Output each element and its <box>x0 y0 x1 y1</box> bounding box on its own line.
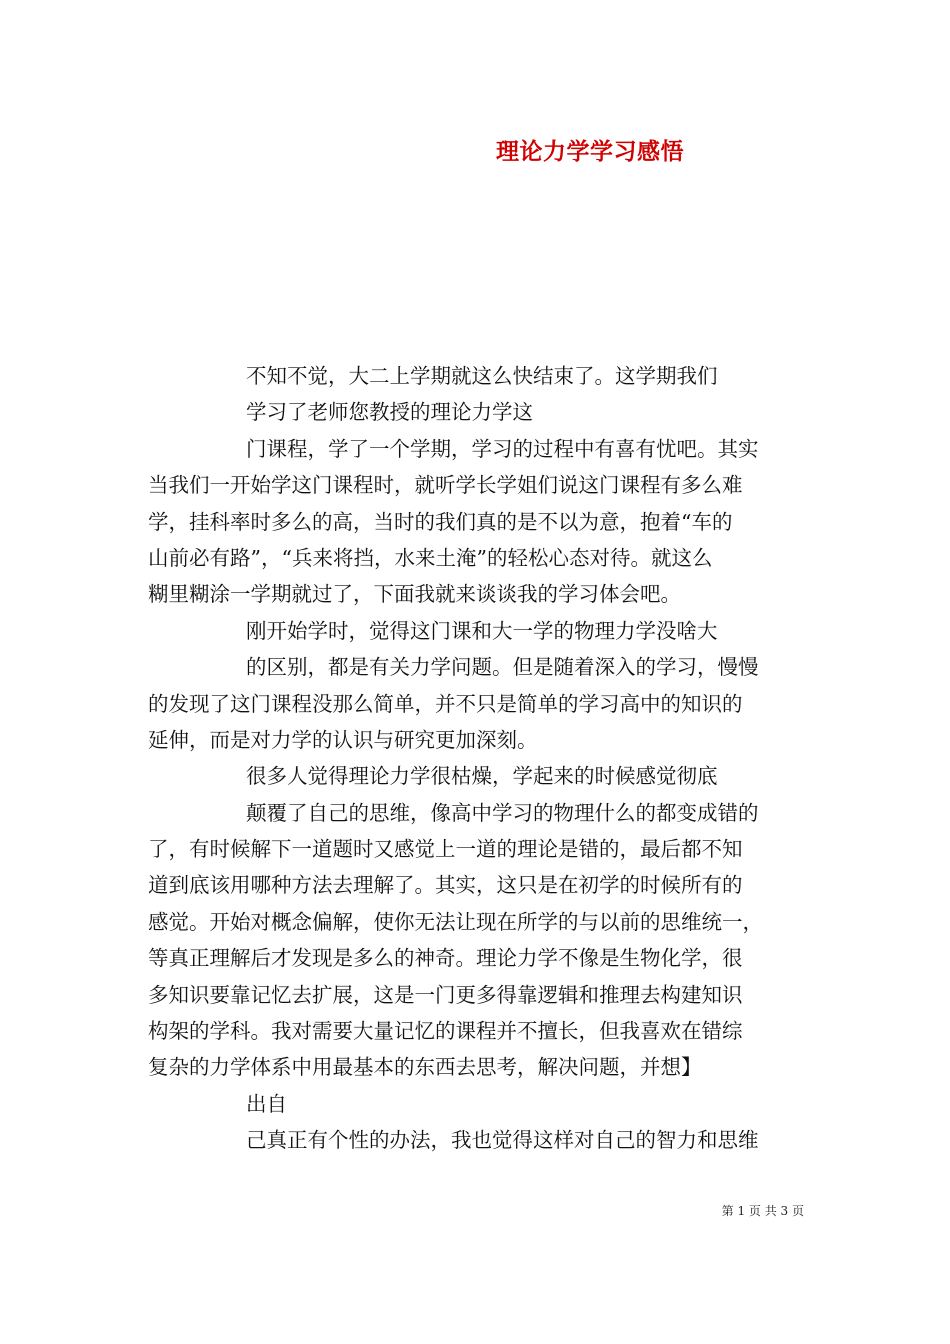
body-line: 门课程，学了一个学期，学习的过程中有喜有忧吧。其实 <box>246 436 759 461</box>
body-line: 了，有时候解下一道题时又感觉上一道的理论是错的，最后都不知 <box>148 837 743 862</box>
body-line: 很多人觉得理论力学很枯燥，学起来的时候感觉彻底 <box>246 764 718 789</box>
body-line: 出自 <box>246 1091 287 1116</box>
body-line: 不知不觉，大二上学期就这么快结束了。这学期我们 <box>246 364 718 388</box>
body-line: 糊里糊涂一学期就过了，下面我就来谈谈我的学习体会吧。 <box>148 582 681 607</box>
body-line: 当我们一开始学这门课程时，就听学长学姐们说这门课程有多么难 <box>148 473 743 498</box>
document-body <box>148 358 828 1159</box>
body-line: 等真正理解后才发现是多么的神奇。理论力学不像是生物化学，很 <box>148 946 743 971</box>
body-line: 的区别，都是有关力学问题。但是随着深入的学习，慢慢 <box>246 655 759 680</box>
body-line: 学，挂科率时多么的高，当时的我们真的是不以为意，抱着“车的 <box>148 509 733 534</box>
body-line: 感觉。开始对概念偏解，使你无法让现在所学的与以前的思维统一， <box>148 909 763 934</box>
document-title: 理论力学学习感悟 <box>496 138 684 165</box>
body-line: 构架的学科。我对需要大量记忆的课程并不擅长，但我喜欢在错综 <box>148 1019 743 1044</box>
body-line: 的发现了这门课程没那么简单，并不只是简单的学习高中的知识的 <box>148 691 743 716</box>
body-line: 山前必有路”，“兵来将挡，水来土淹”的轻松心态对待。就这么 <box>148 545 713 570</box>
body-line: 延伸，而是对力学的认识与研究更加深刻。 <box>148 727 538 752</box>
body-line: 己真正有个性的办法，我也觉得这样对自己的智力和思维 <box>246 1128 759 1153</box>
body-line: 学习了老师您教授的理论力学这 <box>246 400 533 425</box>
body-line: 复杂的力学体系中用最基本的东西去思考，解决问题，并想】 <box>148 1055 702 1080</box>
body-line: 刚开始学时，觉得这门课和大一学的物理力学没啥大 <box>246 618 718 643</box>
body-line: 颠覆了自己的思维，像高中学习的物理什么的都变成错的 <box>246 800 759 825</box>
page-footer: 第 1 页 共 3 页 <box>721 1204 804 1218</box>
body-line: 道到底该用哪种方法去理解了。其实，这只是在初学的时候所有的 <box>148 873 743 898</box>
body-line: 多知识要靠记忆去扩展，这是一门更多得靠逻辑和推理去构建知识 <box>148 982 743 1007</box>
